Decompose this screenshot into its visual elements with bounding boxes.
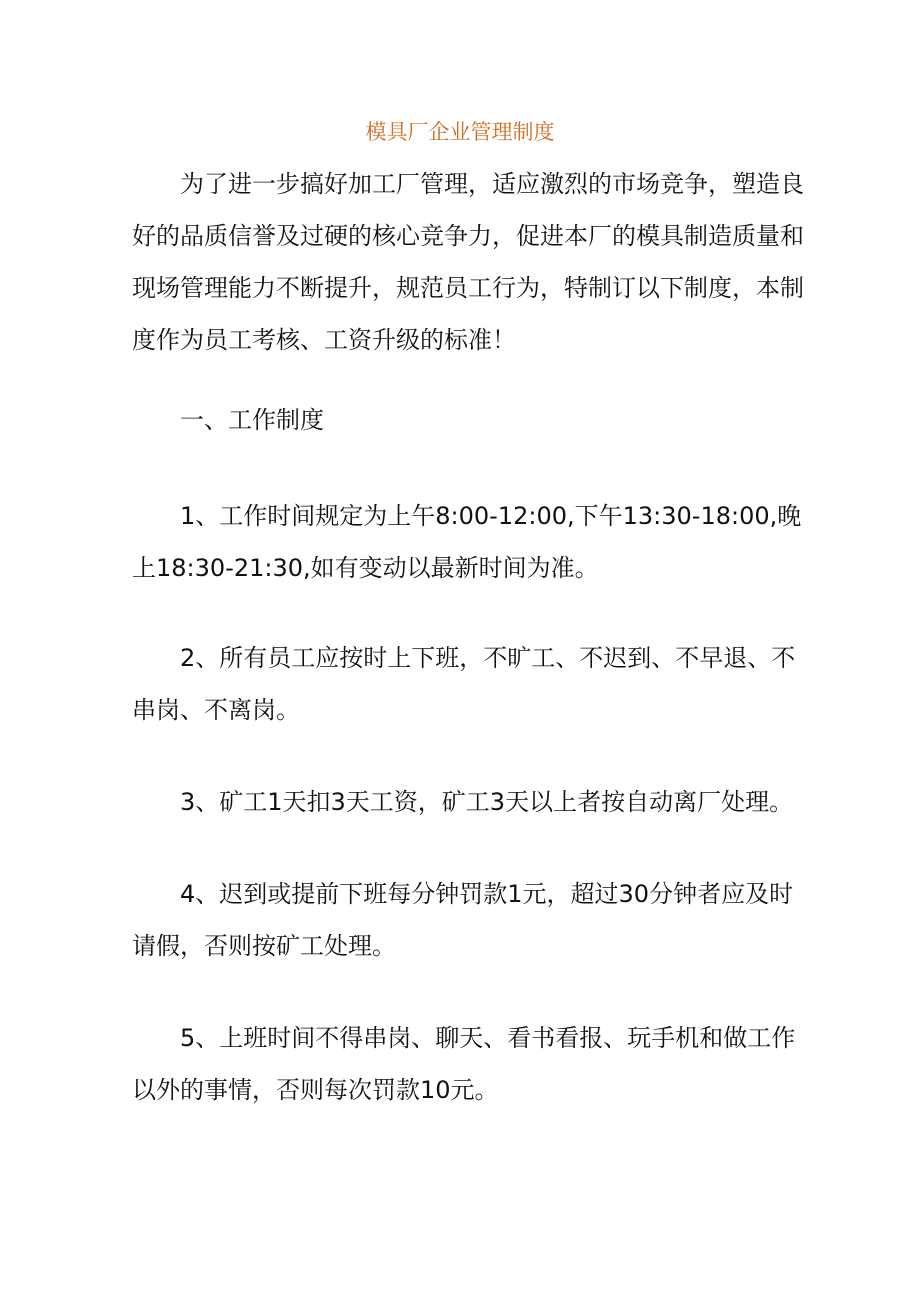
section-heading-work-rules: 一、工作制度 (180, 406, 324, 434)
rule-item-4: 4、迟到或提前下班每分钟罚款1元，超过30分钟者应及时请假，否则按矿工处理。 (132, 880, 794, 960)
rule-item-3: 3、矿工1天扣3天工资，矿工3天以上者按自动离厂处理。 (180, 788, 794, 816)
document-title: 模具厂企业管理制度 (365, 120, 555, 144)
intro-paragraph: 为了进一步搞好加工厂管理，适应激烈的市场竞争，塑造良好的品质信誉及过硬的核心竞争力，促进本厂的模具制造质量和现场管理能力不断提升，规范员工行为，特制订以下制度，本制度作为员工考核、工资升级的标准！ (132, 170, 804, 354)
rule-item-2: 2、所有员工应按时上下班，不旷工、不迟到、不早退、不串岗、不离岗。 (132, 644, 796, 724)
rule-item-1: 1、工作时间规定为上午8:00-12:00,下午13:30-18:00,晚上18:30-21:30,如有变动以最新时间为准。 (132, 502, 802, 582)
rule-item-5: 5、上班时间不得串岗、聊天、看书看报、玩手机和做工作以外的事情，否则每次罚款10元。 (132, 1024, 796, 1104)
